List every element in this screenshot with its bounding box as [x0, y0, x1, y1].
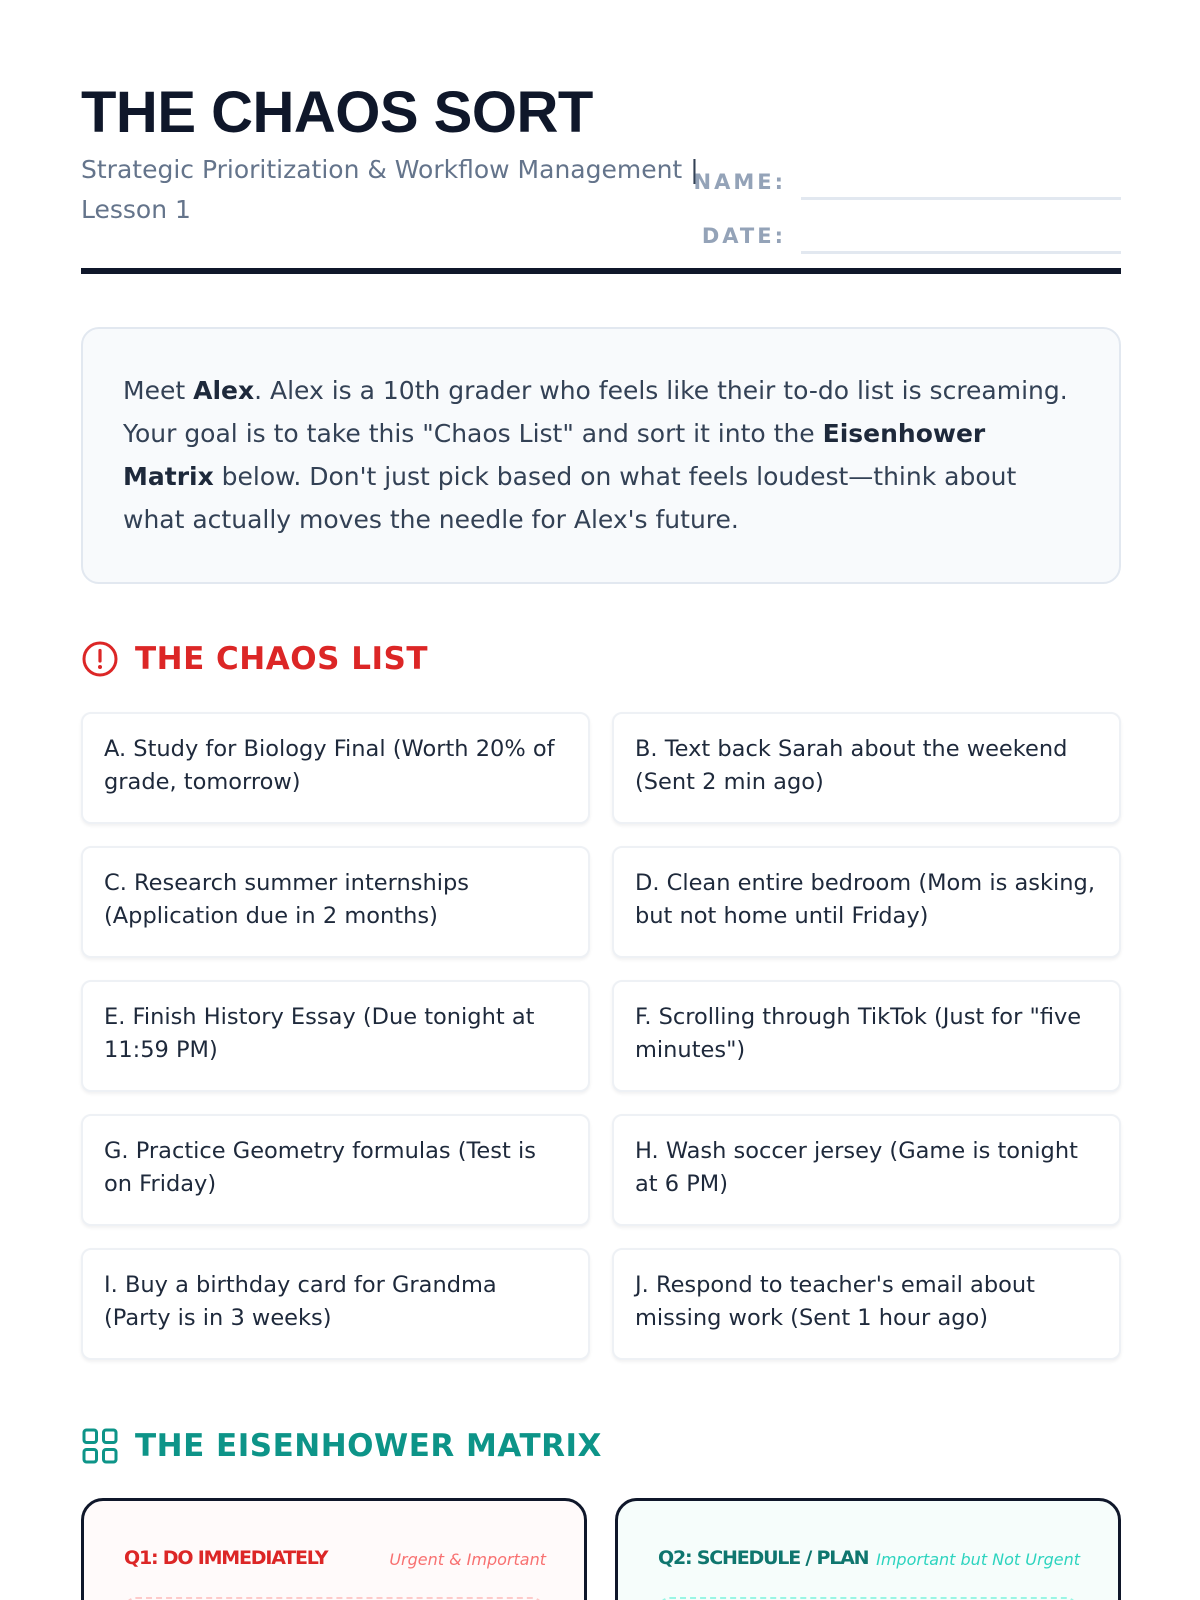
task-card[interactable]: C. Research summer internships (Application due in 2 months) [81, 846, 590, 958]
lesson-label: Lesson 1 [81, 195, 191, 224]
matrix-title: THE EISENHOWER MATRIX [135, 1428, 602, 1464]
intro-bold-alex: Alex [193, 376, 255, 405]
alert-circle-icon [81, 640, 119, 678]
task-card[interactable]: B. Text back Sarah about the weekend (Sent 2 min ago) [612, 712, 1121, 824]
intro-text [123, 369, 1079, 541]
lesson-separator: | [690, 155, 699, 184]
name-field[interactable] [681, 160, 1121, 200]
task-card[interactable]: F. Scrolling through TikTok (Just for "five minutes") [612, 980, 1121, 1092]
q2-title: Q2: SCHEDULE / PLAN [658, 1547, 869, 1569]
name-label: NAME: [693, 170, 786, 194]
page-title: THE CHAOS SORT [81, 80, 593, 145]
chaos-list-heading [81, 640, 428, 678]
quadrant-q2 [615, 1498, 1121, 1600]
name-line[interactable] [801, 197, 1121, 200]
date-field[interactable] [681, 214, 1121, 254]
matrix-heading [81, 1427, 602, 1465]
task-card[interactable]: H. Wash soccer jersey (Game is tonight at 6 PM) [612, 1114, 1121, 1226]
q2-subtitle: Important but Not Urgent [876, 1550, 1080, 1569]
worksheet-header [81, 80, 1121, 274]
page-subtitle [81, 150, 701, 230]
task-card[interactable]: G. Practice Geometry formulas (Test is on Friday) [81, 1114, 590, 1226]
grid-icon [81, 1427, 119, 1465]
task-card[interactable]: A. Study for Biology Final (Worth 20% of grade, tomorrow) [81, 712, 590, 824]
quadrant-q1 [81, 1498, 587, 1600]
intro-bold-matrix: Eisenhower Matrix [123, 419, 986, 491]
task-card[interactable]: J. Respond to teacher's email about missing work (Sent 1 hour ago) [612, 1248, 1121, 1360]
q1-subtitle: Urgent & Important [389, 1550, 546, 1569]
task-card[interactable]: I. Buy a birthday card for Grandma (Party is in 3 weeks) [81, 1248, 590, 1360]
subtitle-text: Strategic Prioritization & Workflow Management [81, 155, 683, 184]
q1-title: Q1: DO IMMEDIATELY [124, 1547, 328, 1569]
intro-box [81, 327, 1121, 584]
intro-text-2: . Alex is a 10th grader who feels like their to-do list is screaming. Your goal is to take this "Chaos List" and sort it into the [123, 376, 1068, 448]
date-line[interactable] [801, 251, 1121, 254]
chaos-list-title: THE CHAOS LIST [135, 641, 428, 677]
task-card[interactable]: D. Clean entire bedroom (Mom is asking, but not home until Friday) [612, 846, 1121, 958]
date-label: DATE: [701, 224, 786, 248]
task-card[interactable]: E. Finish History Essay (Due tonight at 11:59 PM) [81, 980, 590, 1092]
intro-text-1: Meet [123, 376, 194, 405]
intro-text-3: below. Don't just pick based on what feels loudest—think about what actually moves the needle for Alex's future. [123, 462, 1017, 534]
